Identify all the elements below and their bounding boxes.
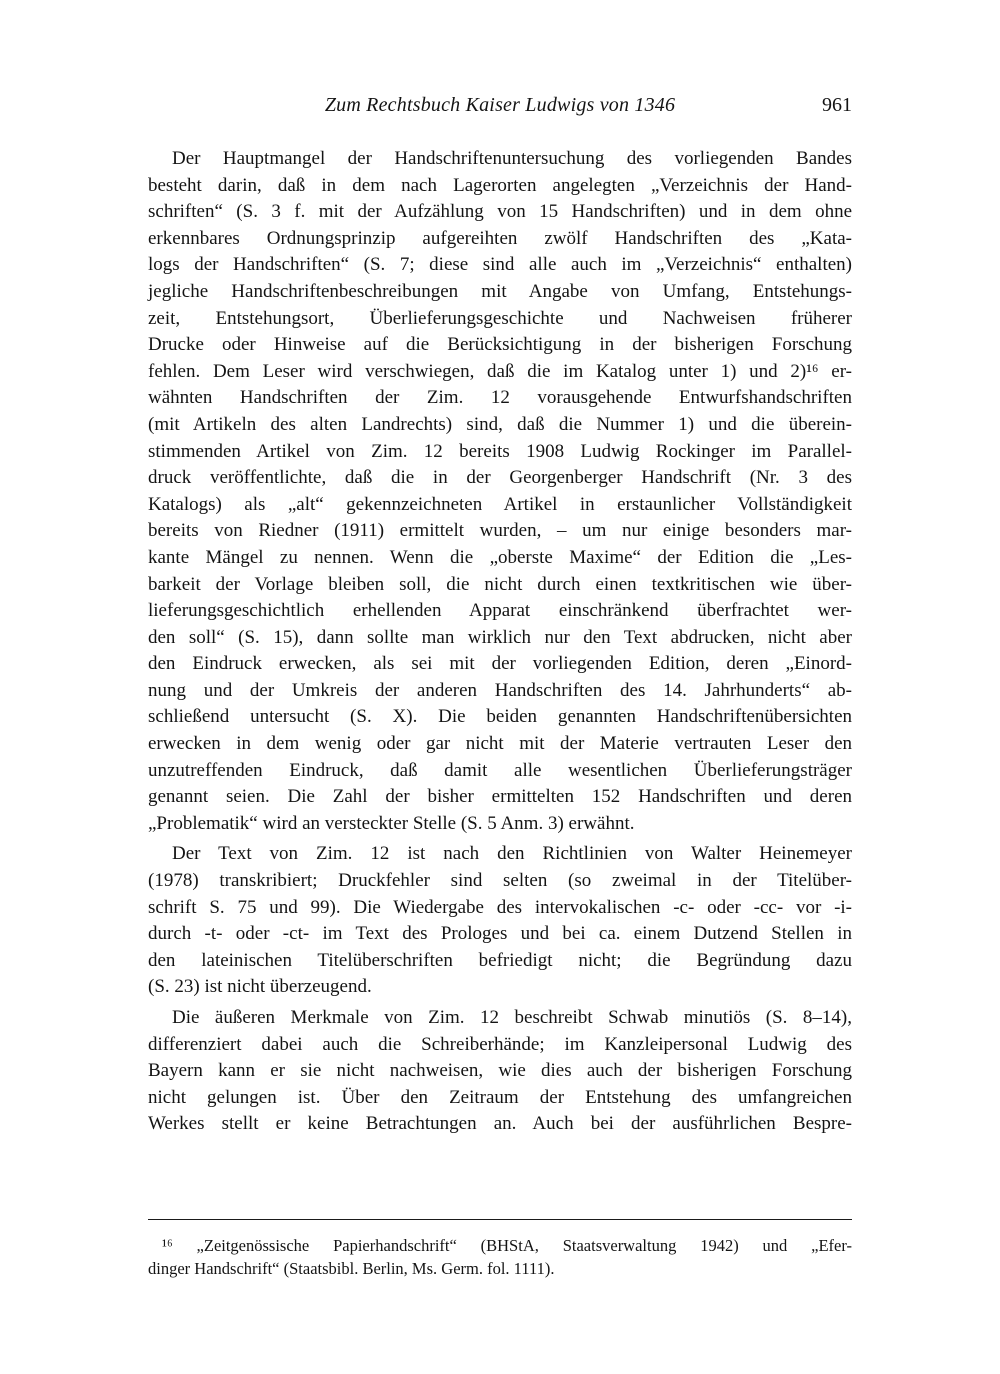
footnote-line: ¹⁶ „Zeitgenössische Papierhandschrift“ (BHStA, Staatsverwaltung 1942) und „Efer- bbox=[162, 1236, 852, 1255]
text-line: den lateinischen Titelüberschriften befriedigt nicht; die Begründung dazu bbox=[148, 949, 852, 971]
text-line: schrift S. 75 und 99). Die Wiedergabe des intervokalischen -c- oder -cc- vor -i- bbox=[148, 896, 852, 918]
text-line: erwecken in dem wenig oder gar nicht mit der Materie vertrauten Leser den bbox=[148, 733, 852, 755]
text-line: nung und der Umkreis der anderen Handschriften des 14. Jahrhunderts“ ab- bbox=[148, 679, 852, 701]
text-line: fehlen. Dem Leser wird verschwiegen, daß die im Katalog unter 1) und 2)¹⁶ er- bbox=[148, 360, 852, 382]
text-line: zeit, Entstehungsort, Überlieferungsgeschichte und Nachweisen früherer bbox=[148, 307, 852, 329]
footnote-divider bbox=[148, 1219, 852, 1220]
text-line: genannt seien. Die Zahl der bisher ermittelten 152 Handschriften und deren bbox=[148, 786, 852, 808]
text-line: unzutreffenden Eindruck, daß damit alle wesentlichen Überlieferungsträger bbox=[148, 759, 852, 781]
footnote-line: dinger Handschrift“ (Staatsbibl. Berlin, Ms. Germ. fol. 1111). bbox=[148, 1259, 555, 1278]
running-title: Zum Rechtsbuch Kaiser Ludwigs von 1346 bbox=[324, 94, 676, 116]
text-line: Werkes stellt er keine Betrachtungen an. Auch bei der ausführlichen Bespre- bbox=[148, 1113, 852, 1135]
text-line: Katalogs) als „alt“ gekennzeichneten Artikel in erstaunlicher Vollständigkeit bbox=[148, 493, 852, 515]
body-text bbox=[148, 146, 852, 1138]
paragraph bbox=[148, 1005, 852, 1138]
text-line: druck veröffentlichte, daß die in der Georgenberger Handschrift (Nr. 3 des bbox=[148, 467, 852, 489]
text-line: den soll“ (S. 15), dann sollte man wirklich nur den Text abdrucken, nicht aber bbox=[148, 626, 852, 648]
running-head bbox=[148, 94, 852, 124]
text-line: Der Hauptmangel der Handschriftenuntersuchung des vorliegenden Bandes bbox=[172, 148, 852, 169]
text-line: bereits von Riedner (1911) ermittelt wurden, – um nur einige besonders mar- bbox=[148, 520, 852, 542]
text-line: logs der Handschriften“ (S. 7; diese sind alle auch im „Verzeichnis“ enthalten) bbox=[148, 254, 852, 276]
page-number: 961 bbox=[822, 94, 852, 116]
text-line: besteht darin, daß in dem nach Lagerorten angelegten „Verzeichnis der Hand- bbox=[148, 174, 852, 196]
text-line: Der Text von Zim. 12 ist nach den Richtlinien von Walter Heinemeyer bbox=[172, 843, 852, 865]
text-line: „Problematik“ wird an versteckter Stelle (S. 5 Anm. 3) erwähnt. bbox=[148, 812, 635, 834]
text-line: erkennbares Ordnungsprinzip aufgereihten zwölf Handschriften des „Kata- bbox=[148, 227, 852, 249]
text-line: stimmenden Artikel von Zim. 12 bereits 1908 Ludwig Rockinger im Parallel- bbox=[148, 440, 852, 462]
text-line: wähnten Handschriften der Zim. 12 vorausgehende Entwurfshandschriften bbox=[148, 387, 852, 409]
text-line: barkeit der Vorlage bleiben soll, die nicht durch einen textkritischen wie über- bbox=[148, 573, 852, 595]
text-line: differenziert dabei auch die Schreiberhände; im Kanzleipersonal Ludwig des bbox=[148, 1033, 852, 1055]
text-line: Die äußeren Merkmale von Zim. 12 beschreibt Schwab minutiös (S. 8–14), bbox=[172, 1007, 852, 1028]
text-line: Bayern kann er sie nicht nachweisen, wie dies auch der bisherigen Forschung bbox=[148, 1060, 852, 1082]
text-line: kante Mängel zu nennen. Wenn die „oberste Maxime“ der Edition die „Les- bbox=[148, 546, 852, 568]
text-line: (S. 23) ist nicht überzeugend. bbox=[148, 976, 372, 998]
text-line: jegliche Handschriftenbeschreibungen mit Angabe von Umfang, Entstehungs- bbox=[148, 280, 852, 302]
text-line: lieferungsgeschichtlich erhellenden Apparat einschränkend überfrachtet wer- bbox=[148, 600, 852, 622]
text-line: nicht gelungen ist. Über den Zeitraum der Entstehung des umfangreichen bbox=[148, 1086, 852, 1108]
text-line: (1978) transkribiert; Druckfehler sind selten (so zweimal in der Titelüber- bbox=[148, 870, 852, 892]
text-line: schließend untersucht (S. X). Die beiden genannten Handschriftenübersichten bbox=[148, 706, 852, 728]
text-line: Drucke oder Hinweise auf die Berücksichtigung in der bisherigen Forschung bbox=[148, 334, 852, 356]
text-line: den Eindruck erwecken, als sei mit der vorliegenden Edition, deren „Einord- bbox=[148, 653, 852, 675]
text-line: (mit Artikeln des alten Landrechts) sind, daß die Nummer 1) und die überein- bbox=[148, 413, 852, 435]
text-line: schriften“ (S. 3 f. mit der Aufzählung von 15 Handschriften) und in dem ohne bbox=[148, 201, 852, 223]
paragraph bbox=[148, 841, 852, 1001]
paragraph bbox=[148, 146, 852, 837]
text-line: durch -t- oder -ct- im Text des Prologes und bei ca. einem Dutzend Stellen in bbox=[148, 923, 852, 945]
footnotes bbox=[148, 1234, 852, 1280]
